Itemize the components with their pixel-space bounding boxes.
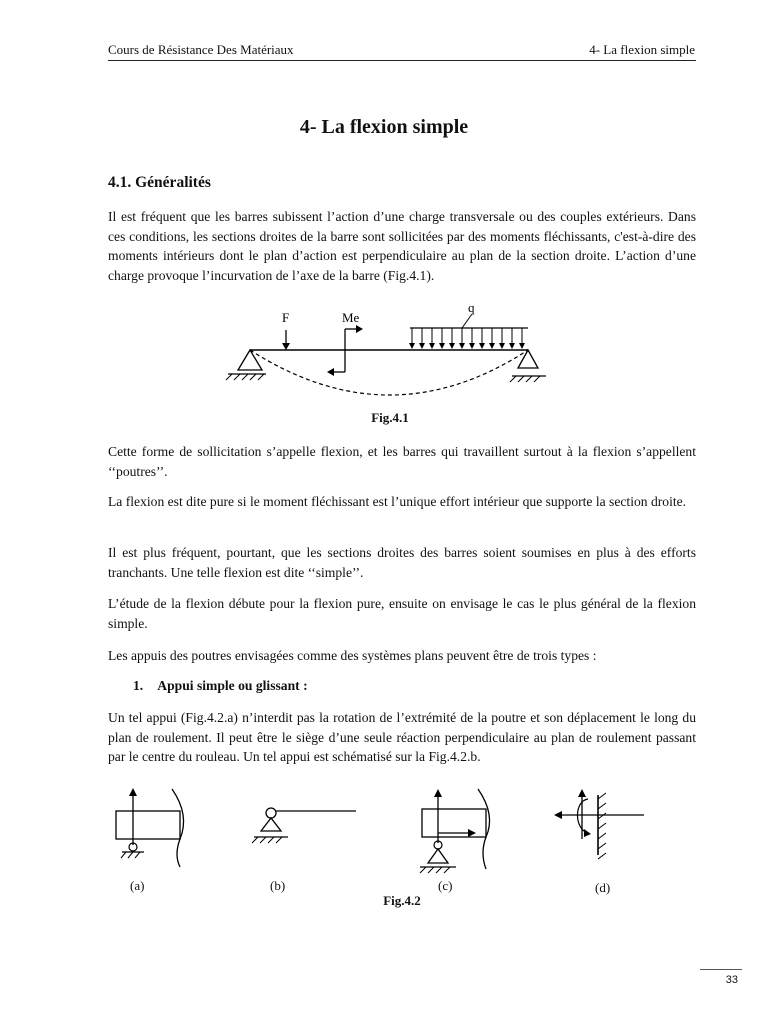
paragraph-pure-bending: La flexion est dite pure si le moment fléchissant est l’unique effort intérieur que supporte la section droite. [108,494,687,509]
section-heading: 4.1. Généralités [108,174,211,191]
support-sketch-a [116,788,184,867]
support-sketch-c [420,789,490,873]
paragraph-support-types: Les appuis des poutres envisagées comme des systèmes plans peuvent être de trois types : [108,648,597,663]
figure-4-1-caption: Fig.4.1 [371,410,409,425]
page-number-rule [700,969,742,970]
list-item-label: Appui simple ou glissant : [157,678,308,693]
label-load: q [468,300,475,315]
paragraph-study-order: L’étude de la flexion débute pour la flexion pure, ensuite on envisage le cas le plus général de la flexion simple. [108,596,696,631]
figure-4-2-label-b: (b) [270,878,286,893]
paragraph-flexion-definition: Cette forme de sollicitation s’appelle flexion, et les barres qui travaillent surtout à la flexion s’appellent ‘‘poutres’’. [108,444,696,479]
left-pin-support [226,350,266,380]
distributed-load [409,314,528,349]
list-item-number: 1. [133,678,144,693]
label-moment: Me [342,310,360,325]
figure-4-2-label-c: (c) [438,878,453,893]
figure-4-2-caption: Fig.4.2 [383,893,421,908]
figure-4-2-label-d: (d) [595,880,611,895]
page-title: 4- La flexion simple [299,116,469,138]
right-roller-support [510,350,546,382]
force-arrow [282,330,290,350]
paragraph-roller-support: Un tel appui (Fig.4.2.a) n’interdit pas la rotation de l’extrémité de la poutre et son déplacement le long du plan de roulement. Il peut être le siège d’une seule réaction perpendiculaire au plan de roulement passant par le centre du rouleau. Un tel appui est schématisé sur la Fig.4.2.b. [108,710,696,765]
figure-4-1 [200,300,580,400]
deflection-curve [250,350,528,395]
paragraph-intro: Il est fréquent que les barres subissent l’action d’une charge transversale ou des couples extérieurs. Dans ces conditions, les sections droites de la barre sont sollicitées par des moments fléchissants, c'est-à-dire des moments intérieurs dont le plan d’action est perpendiculaire au plan de la section droite. L’action d’une charge provoque l’incurvation de l’axe de la barre (Fig.4.1). [108,209,696,283]
header-course-title: Cours de Résistance Des Matériaux [108,42,294,57]
figure-4-2-label-a: (a) [130,878,145,893]
list-item-simple-support [133,678,308,694]
header-rule [108,60,696,61]
page-number: 33 [725,974,738,986]
label-force: F [282,310,290,325]
support-sketch-b [252,808,356,843]
figure-4-2 [100,785,660,880]
paragraph-simple-bending: Il est plus fréquent, pourtant, que les sections droites des barres soient soumises en plus à des efforts tranchants. Une telle flexion est dite ‘‘simple’’. [108,545,696,580]
header-chapter-title: 4- La flexion simple [589,42,695,57]
support-sketch-d [554,789,644,859]
